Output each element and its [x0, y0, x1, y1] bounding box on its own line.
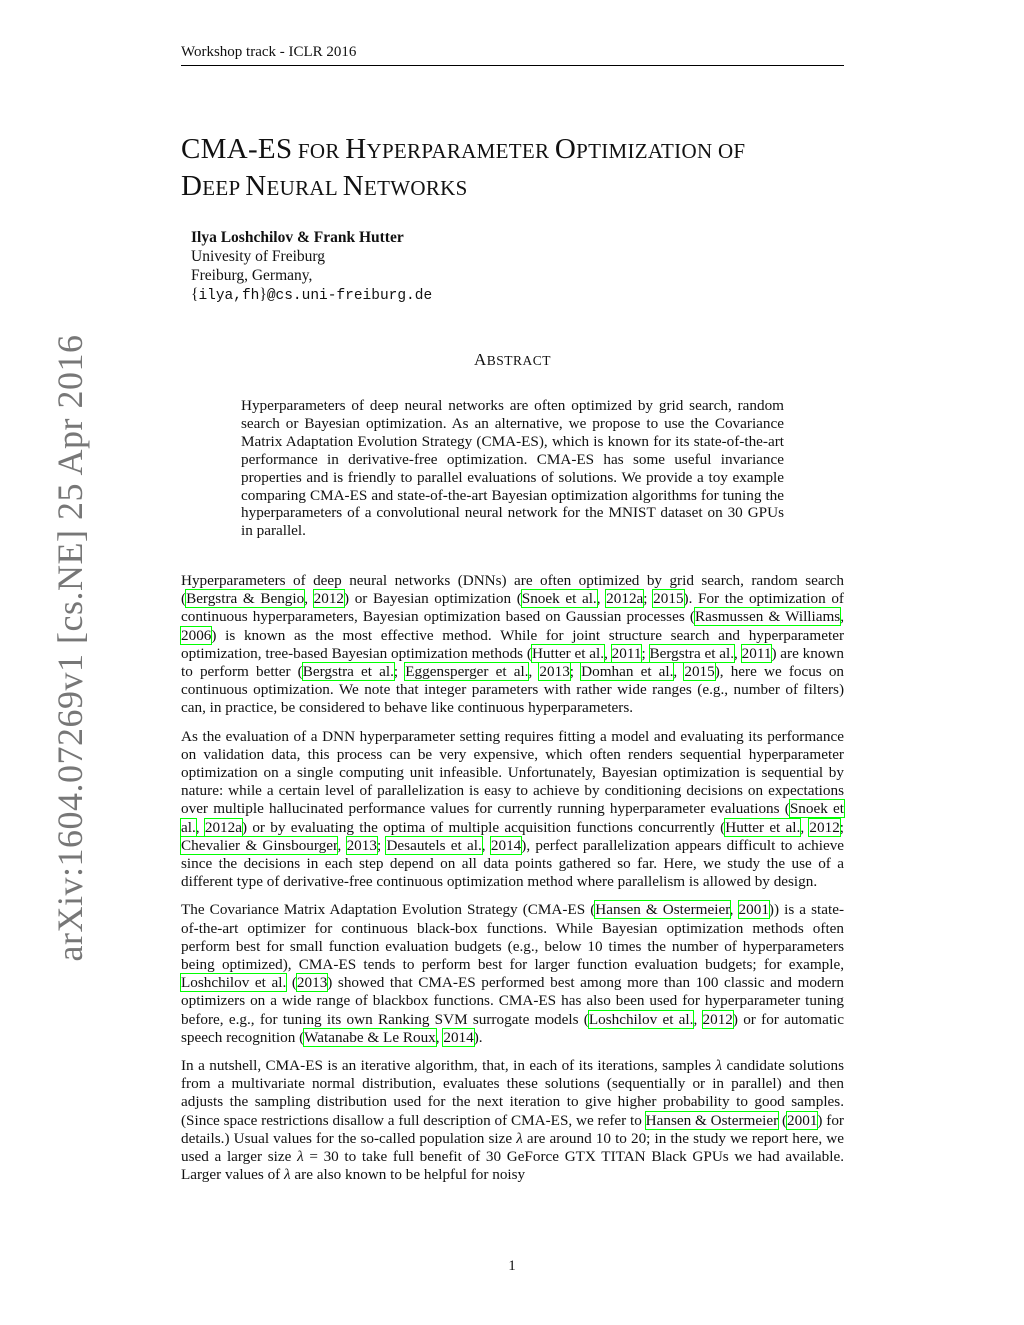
text-run: ) or for automatic speech recognition (	[181, 1010, 844, 1046]
text-run: ,	[481, 836, 491, 854]
citation-link[interactable]: 2006	[181, 626, 212, 644]
citation-link[interactable]: Loshchilov et al.	[588, 1010, 694, 1028]
citation-link[interactable]: Bergstra et al.	[302, 663, 394, 681]
citation-link[interactable]: 2011	[611, 644, 642, 662]
email-domain: @cs.uni-freiburg.de	[266, 288, 433, 304]
citation-link[interactable]: 2001	[787, 1111, 818, 1129]
text-run: ) or by evaluating the optima of multiple acquisition functions concurrently (	[241, 818, 726, 836]
citation-link[interactable]: 2015	[684, 663, 715, 681]
text-run: ). For the optimization of continuous hyperparameters, Bayesian optimization based on Gaussian processes (	[181, 590, 844, 626]
text-run: ,	[596, 590, 607, 608]
text-run: ,	[435, 1028, 444, 1046]
title-fragment: ETWORKS	[364, 176, 468, 200]
citation-link[interactable]: 2013	[539, 663, 570, 681]
author-email[interactable]	[191, 285, 432, 306]
citation-link[interactable]: Eggensperger et al.	[405, 663, 529, 681]
lambda-symbol: λ	[284, 1166, 291, 1184]
citation-link[interactable]: Watanabe & Le Roux	[304, 1028, 436, 1046]
title-fragment: YPERPARAMETER	[366, 139, 555, 163]
arxiv-identifier: arXiv:1604.07269v1 [cs.NE] 25 Apr 2016	[50, 334, 90, 962]
abstract-heading-rest: BSTRACT	[486, 353, 552, 368]
text-run: = 30 to take full benefit of 30 GeForce GTX TITAN Black GPUs we had available. Larger values of	[181, 1148, 845, 1184]
author-block	[191, 228, 432, 306]
text-run: ,	[800, 818, 810, 836]
citation-link[interactable]: Hansen & Ostermeier	[645, 1111, 779, 1129]
author-names: Ilya Loshchilov & Frank Hutter	[191, 229, 404, 246]
email-user: ilya,fh	[198, 288, 260, 304]
text-run: ;	[393, 663, 406, 681]
text-run: ) is known as the most effective method. While for joint structure search and hyperparameter optimization, tree-based Bayesian optimization methods (	[181, 626, 844, 662]
text-run: ,	[729, 901, 739, 919]
title-fragment: PTIMIZATION OF	[576, 139, 746, 163]
paragraph	[181, 901, 844, 1047]
title-fragment: EEP	[202, 176, 246, 200]
paragraph	[181, 572, 844, 718]
text-run: ;	[643, 590, 654, 608]
text-run: ,	[840, 608, 844, 626]
text-run: In a nutshell, CMA-ES is an iterative algorithm, that, in each of its iterations, samples	[181, 1057, 716, 1075]
text-run: ,	[337, 836, 347, 854]
paragraph	[181, 1057, 844, 1184]
citation-link[interactable]: 2013	[346, 836, 377, 854]
citation-link[interactable]: Rasmussen & Williams	[694, 608, 841, 626]
citation-link[interactable]: 2012a	[204, 818, 242, 836]
citation-link[interactable]: 2001	[738, 901, 769, 919]
lambda-symbol: λ	[297, 1148, 304, 1166]
text-run: ), perfect parallelization appears difficult to achieve since the decisions in each step depend on all data points gathered so far. Here, we study the use of a different type of derivative-free continuous optimization method where parallelism is allowed by design.	[181, 836, 845, 891]
affiliation: Univesity of Freiburg	[191, 248, 326, 265]
citation-link[interactable]: Loshchilov et al.	[181, 974, 287, 992]
text-run: The Covariance Matrix Adaptation Evolution Strategy (CMA-ES (	[181, 901, 596, 919]
text-run: ,	[693, 1010, 703, 1028]
citation-link[interactable]: Bergstra et al.	[649, 644, 735, 662]
citation-link[interactable]: Snoek et al.	[521, 590, 597, 608]
citation-link[interactable]: 2015	[653, 590, 684, 608]
lambda-symbol: λ	[516, 1129, 523, 1147]
citation-link[interactable]: 2014	[443, 1028, 474, 1046]
title-fragment: CMA-ES	[181, 133, 293, 165]
citation-link[interactable]: 2011	[741, 644, 772, 662]
text-run: ,	[528, 663, 540, 681]
text-run: ,	[304, 590, 314, 608]
title-fragment: EURAL	[266, 176, 343, 200]
citation-link[interactable]: Desautels et al.	[386, 836, 482, 854]
citation-link[interactable]: Hutter et al.	[531, 644, 605, 662]
lambda-symbol: λ	[715, 1057, 723, 1075]
text-run: ) are known to perform better (	[181, 644, 844, 681]
citation-link[interactable]: 2012	[313, 590, 345, 608]
paper-title	[181, 132, 844, 206]
paragraph	[181, 728, 844, 892]
title-fragment: N	[342, 170, 365, 202]
text-run: candidate solutions from a multivariate normal distribution, evaluates these solutions (sequentially or in parallel) and then adjusts the sampling distribution used for the next iteration to give higher probability to good samples. (Since space restrictions disallow a full description of CMA-ES, we refer to	[181, 1057, 844, 1129]
title-fragment: O	[554, 133, 577, 165]
abstract-text: Hyperparameters of deep neural networks are often optimized by grid search, random search or Bayesian optimization. As an alternative, we propose to use the Covariance Matrix Adaptation Evolution Strategy (CMA-ES), which is known for its state-of-the-art performance in derivative-free optimization. CMA-ES has some useful invariance properties and is friendly to parallel evaluations of solutions. We provide a toy example comparing CMA-ES and state-of-the-art Bayesian optimization algorithms for tuning the hyperparameters of a convolutional neural network for the MNIST dataset on 30 GPUs in parallel.	[241, 397, 784, 540]
text-run: ;	[641, 644, 650, 662]
text-run: ) or Bayesian optimization (	[344, 590, 522, 608]
citation-link[interactable]: Chevalier & Ginsbourger	[181, 836, 338, 854]
text-run: are also known to be helpful for noisy	[290, 1166, 526, 1184]
citation-link[interactable]: Hansen & Ostermeier	[595, 901, 730, 919]
body-text	[181, 572, 844, 1195]
text-run: ,	[195, 818, 205, 836]
citation-link[interactable]: Hutter et al.	[725, 818, 801, 836]
title-fragment: N	[245, 170, 267, 202]
abstract-heading	[181, 350, 844, 370]
citation-link[interactable]: Domhan et al.	[581, 663, 674, 681]
abstract-heading-initial: A	[473, 350, 487, 369]
text-run: (	[286, 974, 297, 992]
citation-link[interactable]: Snoek et al.	[181, 800, 844, 836]
text-run: ;	[569, 663, 582, 681]
text-run: ,	[673, 663, 685, 681]
citation-link[interactable]: 2012	[702, 1010, 733, 1028]
title-fragment: D	[181, 170, 203, 202]
email-brace: {	[191, 286, 199, 303]
text-run: ;	[839, 818, 845, 836]
title-fragment: FOR	[292, 139, 346, 163]
title-fragment: H	[345, 133, 367, 165]
running-head: Workshop track - ICLR 2016	[181, 44, 844, 66]
text-run: ;	[376, 836, 387, 854]
text-run: ,	[734, 644, 742, 662]
text-run: (	[778, 1111, 788, 1129]
citation-link[interactable]: 2014	[490, 836, 522, 854]
email-brace: }	[259, 286, 267, 303]
page-number: 1	[508, 1258, 516, 1274]
text-run: are around 10 to 20; in the study we report here, we used a larger size	[181, 1129, 845, 1166]
citation-link[interactable]: 2012	[809, 818, 840, 836]
text-run: As the evaluation of a DNN hyperparameter setting requires fitting a model and evaluating its performance on validation data, this process can be very expensive, which often renders sequential hyperparameter optimization on a single computing unit infeasible. Unfortunately, Bayesian optimization is sequential by nature: while a certain level of parallelization is easy to achieve by conditioning decisions on expectations over multiple hallucinated performance values for currently running hyperparameter evaluations (	[181, 727, 844, 818]
text-run: )) is a state-of-the-art optimizer for continuous black-box functions. While Bayesian optimization methods often perform best for small function evaluation budgets (e.g., below 10 times the number of hyperparameters being optimized), CMA-ES tends to perform best for larger function evaluation budgets; for example,	[181, 901, 845, 974]
text-run: Hyperparameters of deep neural networks (DNNs) are often optimized by grid search, random search (	[181, 572, 844, 608]
text-run: ,	[604, 644, 612, 662]
citation-link[interactable]: 2013	[296, 974, 328, 992]
text-run: ), here we focus on continuous optimization. We note that integer parameters with rather wide ranges (e.g., number of filters) can, in practice, be considered to behave like continuous hyperparameters.	[181, 663, 845, 717]
citation-link[interactable]: Bergstra & Bengio	[186, 590, 305, 608]
text-run: ) showed that CMA-ES performed best among more than 100 classic and modern optimizers on a wide range of blackbox functions. CMA-ES has also been used for hyperparameter tuning before, e.g., for tuning its own Ranking SVM surrogate models (	[181, 974, 844, 1028]
location: Freiburg, Germany,	[191, 267, 313, 284]
text-run: ).	[473, 1028, 483, 1046]
citation-link[interactable]: 2012a	[606, 590, 644, 608]
text-run: ) for details.) Usual values for the so-called population size	[181, 1111, 844, 1147]
